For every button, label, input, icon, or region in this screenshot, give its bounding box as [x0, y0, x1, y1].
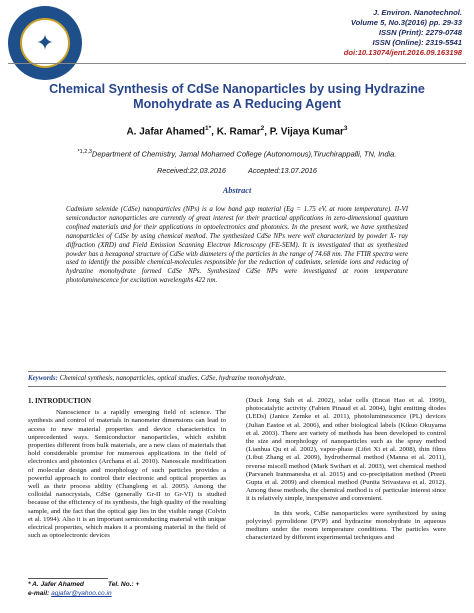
- body-paragraph: (Duck Jong Suh et al. 2002), solar cells (Encai Hao et al. 1999), photocatalytic activity (Fabien Pinaud et al. 2004), light emitting diodes (LEDs) (Janice Zemke et al. 2011), photoluminescence (PL) devices (Julian Eastoe et al. 2006), and other biological labels (Kikuo Okuyama et al. 2003). There are variety of methods has been developed to control the size and morphology of nanoparticles such as the spray method (Lianhua Qu et al. 2002), vapor-phase (Lifei Xi et al. 2008), thin films (Libui Zhang et al. 2009), hydrothermal method (Manna et al. 2011), reverse miscell method (Mark Swihart et al. 2003), wet chemical method (Parvaneh Iranmanesha et al. 2015) and co-precipitation method (Preeti Gupta et al. 2009) and chemical method (Punita Srivastava et al. 2012). Among these methods, the chemical method is of particular interest since it is relatively simple, inexpensive and convenient.: [246, 397, 446, 503]
- affiliation: [40, 147, 434, 160]
- accepted-date: Accepted:13.07.2016: [248, 166, 317, 175]
- author-name: P. Vijaya Kumar: [269, 126, 344, 138]
- journal-logo: [8, 6, 82, 80]
- doi-link[interactable]: doi:10.13074/jent.2016.09.163198: [343, 48, 462, 57]
- left-column: [28, 397, 226, 540]
- affiliation-text: Department of Chemistry, Jamal Mohamed College (Autonomous),Tiruchirappalli, TN, India.: [91, 149, 397, 159]
- keywords-top-divider: [28, 371, 446, 372]
- author-list: A. Jafar Ahamed$^{1*}$, K. Ramar$^2$, P. Vijaya Kumar$^3$: [126, 125, 348, 138]
- paper-dates: [0, 166, 474, 176]
- received-date: Received:22.03.2016: [157, 166, 226, 175]
- keywords-label: Keywords:: [28, 375, 58, 382]
- right-column: [246, 397, 446, 542]
- keywords-bottom-divider: [28, 386, 446, 387]
- body-paragraph: In this work, CdSe nanoparticles were synthesized by using polyvinyl pyrrolidone (PVP) and hydrazine monohydrate in aqueous medium under the room temperature conditions. The particles were characterized by different experimental techniques and: [246, 509, 446, 542]
- journal-volume: Volume 5, No.3(2016) pp. 29-33: [350, 18, 462, 27]
- abstract-heading: Abstract: [222, 186, 252, 195]
- paper-title: Chemical Synthesis of CdSe Nanoparticles by using Hydrazine Monohydrate as A Reducing Agent: [49, 82, 425, 111]
- author-sup: 3: [343, 125, 348, 132]
- footnote-tel: Tel. No.: +: [107, 581, 140, 588]
- author-sup: 2: [260, 125, 265, 132]
- keywords-text: Chemical synthesis, nanoparticles, optical studies, CdSe, hydrazine monohydrate.: [59, 375, 286, 382]
- introduction-heading: 1. INTRODUCTION: [28, 397, 92, 405]
- affiliation-sup: *1,2,3: [77, 149, 92, 155]
- footnote-divider: [28, 578, 108, 579]
- header-divider: [8, 63, 466, 64]
- author-sup: 1*: [204, 125, 212, 132]
- keywords: [28, 374, 446, 383]
- body-paragraph: Nanoscience is a rapidly emerging field of science. The synthesis and control of materials in nanometer dimensions can lead to access to new material properties and device characteristics in unprecedented ways. Semiconductor nanoparticles, which exhibit properties different from bulk materials, are a new class of materials that hold considerable promise for numerous applications in the field of electronics and photonics (Archana et al. 2010). Nanoscale modification of molecular design and morphology of such particles provides a powerful approach to control their electronic and optical properties as well as their process ability (Changlong et al. 2005). Among the colloidal nanocrystals, CdSe (generally Gr-II to Gr-VI) is studied because of the efficiency of its synthesis, the high quality of the resulting sample, and the fact that the optical gap lies in the visible range (Colvin et al. 1994). Also it is an important semiconducting material with unique electrical properties, which makes it a promising material in the field of such as optoelectronic devices: [28, 409, 226, 540]
- issn-online: ISSN (Online): 2319-5541: [372, 38, 462, 47]
- issn-print: ISSN (Print): 2279-0748: [378, 28, 462, 37]
- journal-seal-icon: ✦: [20, 18, 70, 68]
- footnote-author: * A. Jafer Ahamed: [28, 581, 84, 588]
- footnote-email-label: e-mail:: [28, 590, 50, 597]
- author-name: K. Ramar: [216, 126, 261, 138]
- footnote-email-link[interactable]: agjafar@yahoo.co.in: [51, 590, 112, 597]
- author-name: A. Jafar Ahamed: [126, 126, 205, 138]
- corresponding-author-footnote: [28, 580, 139, 598]
- abstract-text: Cadmium selenide (CdSe) nanoparticles (NPs) is a low band gap material (Eg = 1.75 eV, at room temperature). II-VI semiconductor nanoparticles are currently of great interest for their practical applications in zero-dimensional quantum confined materials and for their applications in optoelectronics and photonics. In the present work, we have synthesized nanoparticles of CdSe by using chemical method. The synthesized CdSe NPs were well characterized by powder X- ray diffraction (XRD) and Field Emission Scanning Electron Microscopy (FE-SEM). It is investigated that as synthesized powder has a hexagonal structure of CdSe with diameters of the particles in the range of 74.68 nm. The FTIR spectra were used to identify the possible chemical-molecules responsible for the reduction of cadmium, selenide ions and reducing of hydrazine monohydrate formed CdSe NPs. Synthesized CdSe NPs were investigated at room temperature photoluminescence for excitation wavelengths 422 nm.: [66, 206, 408, 285]
- journal-name: J. Environ. Nanotechnol.: [372, 8, 462, 17]
